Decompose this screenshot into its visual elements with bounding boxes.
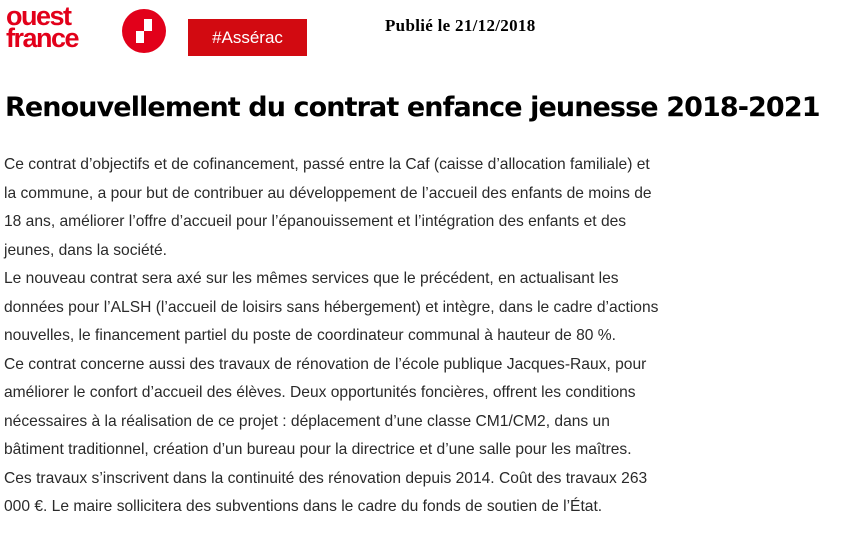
article-line: améliorer le confort d’accueil des élèves. Deux opportunités foncières, offrent les conditions [4, 384, 636, 401]
article-line: la commune, a pour but de contribuer au développement de l’accueil des enfants de moins de [4, 184, 652, 202]
logo-line-france: france [6, 23, 79, 53]
logo-line-ouest: ouest [6, 1, 71, 31]
article-line: Le nouveau contrat sera axé sur les mêmes services que le précédent, en actualisant les [4, 270, 619, 287]
article-line: nécessaires à la réalisation de ce projet : déplacement d’une classe CM1/CM2, dans un [4, 412, 610, 430]
article-line: Ces travaux s’inscrivent dans la continuité des rénovation depuis 2014. Coût des travaux 263 [4, 469, 648, 487]
article-line: 000 €. Le maire sollicitera des subventions dans le cadre du fonds de soutien de l’État. [4, 498, 603, 515]
article-body [4, 151, 794, 522]
ouest-france-logo-mark-icon [121, 8, 167, 54]
article-line: données pour l’ALSH (l’accueil de loisirs sans hébergement) et intègre, dans le cadre d’actions [4, 298, 659, 316]
location-tag-button[interactable]: #Assérac [188, 19, 307, 56]
logo-wordmark [6, 1, 79, 53]
article-line: nouvelles, le financement partiel du poste de coordinateur communal à hauteur de 80 %. [4, 327, 617, 344]
article-line: Ce contrat d’objectifs et de cofinancement, passé entre la Caf (caisse d’allocation familiale) et [4, 156, 650, 173]
article-line: Ce contrat concerne aussi des travaux de rénovation de l’école publique Jacques-Raux, pour [4, 355, 647, 373]
article-title: Renouvellement du contrat enfance jeunesse 2018-2021 [5, 92, 820, 123]
article-line: bâtiment traditionnel, création d’un bureau pour la directrice et d’une salle pour les maîtres. [4, 441, 632, 458]
article-line: jeunes, dans la société. [4, 241, 167, 259]
ouest-france-logo[interactable] [6, 1, 166, 57]
article-line: 18 ans, améliorer l’offre d’accueil pour l’épanouissement et l’intégration des enfants et des [4, 213, 627, 230]
publication-date: Publié le 21/12/2018 [385, 16, 536, 35]
